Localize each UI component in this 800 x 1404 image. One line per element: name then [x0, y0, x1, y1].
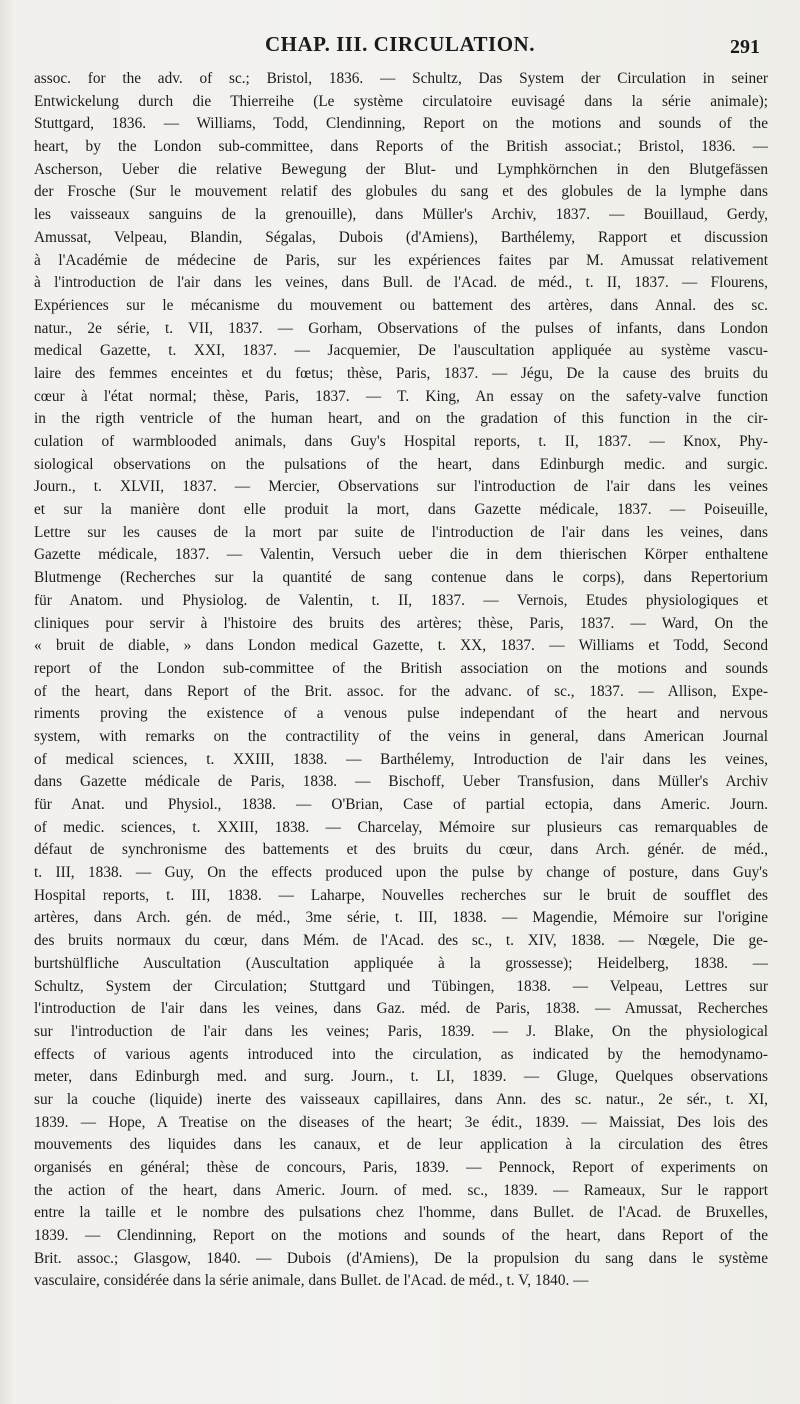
- text-line: à l'introduction de l'air dans les veines, dans Bull. de l'Acad. de méd., t. II, 1837. — Flourens,: [34, 274, 768, 292]
- text-line: effects of various agents introduced into the circulation, as indicated by the hemodynamo-: [34, 1045, 768, 1063]
- text-line: 1839. — Hope, A Treatise on the diseases of the heart; 3e édit., 1839. — Maissiat, Des lois des: [34, 1113, 768, 1131]
- text-line: cœur à l'état normal; thèse, Paris, 1837. — T. King, An essay on the safety-valve function: [34, 387, 768, 405]
- text-line: vasculaire, considérée dans la série animale, dans Bullet. de l'Acad. de méd., t. V, 1840. —: [34, 1272, 589, 1290]
- text-line: cliniques pour servir à l'histoire des bruits des artères; thèse, Paris, 1837. — Ward, On the: [34, 614, 768, 632]
- text-line: Lettre sur les causes de la mort par suite de l'introduction de l'air dans les veines, dans: [34, 523, 768, 541]
- text-line: system, with remarks on the contractility of the veins in general, dans American Journal: [34, 727, 768, 745]
- text-line: in the rigth ventricle of the human heart, and on the gradation of this function in the cir-: [34, 410, 768, 428]
- page-number: 291: [730, 36, 760, 58]
- text-line: Schultz, System der Circulation; Stuttgard und Tübingen, 1838. — Velpeau, Lettres sur: [34, 977, 768, 995]
- text-line: dans Gazette médicale de Paris, 1838. — Bischoff, Ueber Transfusion, dans Müller's Archiv: [34, 773, 768, 791]
- text-line: mouvements des liquides dans les canaux, et de leur application à la circulation des êtres: [34, 1136, 768, 1154]
- text-line: Entwickelung durch die Thierreihe (Le système circulatoire euvisagé dans la série animale);: [34, 92, 768, 110]
- text-line: Gazette médicale, 1837. — Valentin, Versuch ueber die in dem thierischen Körper enthaltene: [34, 546, 768, 564]
- text-line: 1839. — Clendinning, Report on the motions and sounds of the heart, dans Report of the: [34, 1227, 768, 1245]
- text-line: t. III, 1838. — Guy, On the effects produced upon the pulse by change of posture, dans Guy's: [34, 864, 768, 882]
- text-line: der Frosche (Sur le mouvement relatif des globules du sang et des globules de la lymphe dans: [34, 183, 768, 201]
- text-line: Amussat, Velpeau, Blandin, Ségalas, Dubois (d'Amiens), Barthélemy, Rapport et discussion: [34, 228, 768, 246]
- text-line: meter, dans Edinburgh med. and surg. Journ., t. LI, 1839. — Gluge, Quelques observations: [34, 1068, 768, 1086]
- text-line: entre la taille et le nombre des pulsations chez l'homme, dans Bullet. de l'Acad. de Bruxelles,: [34, 1204, 768, 1222]
- text-line: sur la couche (liquide) inerte des vaisseaux capillaires, dans Ann. des sc. natur., 2e sér., t. XI,: [34, 1090, 768, 1108]
- text-line: Brit. assoc.; Glasgow, 1840. — Dubois (d'Amiens), De la propulsion du sang dans le système: [34, 1249, 768, 1267]
- text-line: l'introduction de l'air dans les veines, dans Gaz. méd. de Paris, 1838. — Amussat, Recherches: [34, 1000, 768, 1018]
- text-line: et sur la manière dont elle produit la mort, dans Gazette médicale, 1837. — Poiseuille,: [34, 501, 768, 519]
- text-line: riments proving the existence of a venous pulse independant of the heart and nervous: [34, 705, 768, 723]
- text-line: sur l'introduction de l'air dans les veines; Paris, 1839. — J. Blake, On the physiological: [34, 1022, 768, 1040]
- text-line: burtshülfliche Auscultation (Auscultation appliquée à la grossesse); Heidelberg, 1838. —: [34, 954, 768, 972]
- text-line: medical Gazette, t. XXI, 1837. — Jacquemier, De l'auscultation appliquée au système vascu-: [34, 342, 768, 360]
- text-line: laire des femmes enceintes et du fœtus; thèse, Paris, 1837. — Jégu, De la cause des bruits du: [34, 364, 768, 382]
- text-line: artères, dans Arch. gén. de méd., 3me série, t. III, 1838. — Magendie, Mémoire sur l'origine: [34, 909, 768, 927]
- text-line: organisés en général; thèse de concours, Paris, 1839. — Pennock, Report of experiments on: [34, 1159, 768, 1176]
- page-header: [0, 30, 800, 64]
- text-line: of medic. sciences, t. XXIII, 1838. — Charcelay, Mémoire sur plusieurs cas remarquables de: [34, 818, 768, 836]
- text-line: Ascherson, Ueber die relative Bewegung der Blut- und Lymphkörnchen in den Blutgefässen: [34, 160, 768, 178]
- text-line: heart, by the London sub-committee, dans Reports of the British associat.; Bristol, 1836. —: [34, 138, 768, 156]
- text-line: natur., 2e série, t. VII, 1837. — Gorham, Observations of the pulses of infants, dans London: [34, 319, 768, 337]
- text-line: assoc. for the adv. of sc.; Bristol, 1836. — Schultz, Das System der Circulation in seiner: [34, 70, 768, 87]
- text-line: Blutmenge (Recherches sur la quantité de sang contenue dans le corps), dans Repertorium: [34, 569, 768, 587]
- text-line: à l'Académie de médecine de Paris, sur les expériences faites par M. Amussat relativement: [34, 251, 768, 269]
- text-line: Expériences sur le mécanisme du mouvement ou battement des artères, dans Annal. des sc.: [34, 296, 768, 314]
- text-line: Hospital reports, t. III, 1838. — Laharpe, Nouvelles recherches sur le bruit de soufflet des: [34, 886, 768, 904]
- text-line: of the heart, dans Report of the Brit. assoc. for the advanc. of sc., 1837. — Allison, Expe-: [34, 682, 768, 700]
- text-line: the action of the heart, dans Americ. Journ. of med. sc., 1839. — Rameaux, Sur le rapport: [34, 1181, 768, 1199]
- text-line: für Anat. und Physiol., 1838. — O'Brian, Case of partial ectopia, dans Americ. Journ.: [34, 796, 768, 813]
- text-line: des bruits normaux du cœur, dans Mém. de l'Acad. des sc., t. XIV, 1838. — Nœgele, Die ge-: [34, 932, 768, 950]
- text-line: Journ., t. XLVII, 1837. — Mercier, Observations sur l'introduction de l'air dans les veines: [34, 478, 768, 496]
- text-line: « bruit de diable, » dans London medical Gazette, t. XX, 1837. — Williams et Todd, Second: [34, 637, 768, 655]
- text-line: siological observations on the pulsations of the heart, dans Edinburgh medic. and surgic.: [34, 455, 768, 473]
- bibliography-text: [34, 68, 768, 1293]
- text-line: culation of warmblooded animals, dans Guy's Hospital reports, t. II, 1837. — Knox, Phy-: [34, 433, 768, 450]
- text-line: of medical sciences, t. XXIII, 1838. — Barthélemy, Introduction de l'air dans les veines,: [34, 750, 768, 768]
- text-line: défaut de synchronisme des battements et des bruits du cœur, dans Arch. génér. de méd.,: [34, 841, 768, 859]
- text-line: für Anatom. und Physiolog. de Valentin, t. II, 1837. — Vernois, Etudes physiologiques et: [34, 591, 768, 609]
- text-line: les vaisseaux sanguins de la grenouille), dans Müller's Archiv, 1837. — Bouillaud, Gerdy,: [34, 206, 768, 224]
- text-line: report of the London sub-committee of the British association on the motions and sounds: [34, 659, 768, 677]
- text-line: Stuttgard, 1836. — Williams, Todd, Clendinning, Report on the motions and sounds of the: [34, 115, 768, 133]
- running-title: CHAP. III. CIRCULATION.: [265, 32, 535, 56]
